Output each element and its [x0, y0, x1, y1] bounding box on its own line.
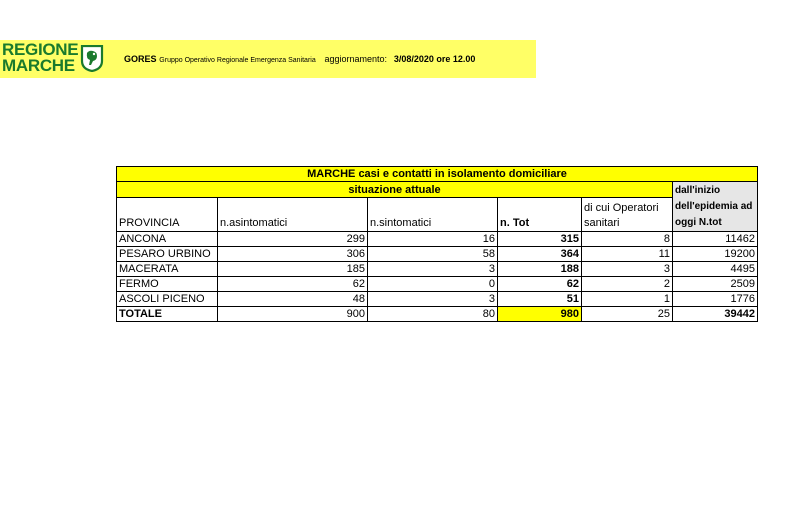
regione-marche-emblem-icon — [80, 45, 104, 72]
health-workers-cell: 3 — [582, 262, 673, 277]
isolation-table — [116, 166, 758, 322]
since-start-header: dall'inizio dell'epidemia ad oggi N.tot — [673, 182, 758, 232]
province-cell: ANCONA — [117, 232, 218, 247]
asymptomatic-cell: 306 — [218, 247, 368, 262]
org-short: GORES — [124, 54, 157, 64]
symptomatic-cell: 0 — [368, 277, 498, 292]
header-info — [124, 51, 475, 69]
totals-row — [117, 307, 758, 322]
table-row — [117, 262, 758, 277]
total-cell: 188 — [498, 262, 582, 277]
province-cell: FERMO — [117, 277, 218, 292]
totals-total: 980 — [498, 307, 582, 322]
total-cell: 364 — [498, 247, 582, 262]
since-start-cell: 19200 — [673, 247, 758, 262]
logo-line-2: MARCHE — [2, 56, 75, 75]
symptomatic-cell: 16 — [368, 232, 498, 247]
since-start-cell: 11462 — [673, 232, 758, 247]
org-full: Gruppo Operativo Regionale Emergenza Sanitaria — [159, 57, 316, 64]
since-start-cell: 1776 — [673, 292, 758, 307]
totals-asymptomatic: 900 — [218, 307, 368, 322]
symptomatic-cell: 58 — [368, 247, 498, 262]
logo-line-1: REGIONE — [2, 40, 79, 59]
col-header-total: n. Tot — [498, 198, 582, 232]
totals-label: TOTALE — [117, 307, 218, 322]
table-subtitle: situazione attuale — [117, 182, 673, 198]
header-banner — [0, 40, 536, 78]
province-cell: ASCOLI PICENO — [117, 292, 218, 307]
health-workers-cell: 11 — [582, 247, 673, 262]
regione-marche-logo — [2, 42, 78, 74]
health-workers-cell: 2 — [582, 277, 673, 292]
totals-symptomatic: 80 — [368, 307, 498, 322]
table-subtitle-row — [117, 182, 758, 198]
col-header-symptomatic: n.sintomatici — [368, 198, 498, 232]
totals-since-start: 39442 — [673, 307, 758, 322]
table-row — [117, 277, 758, 292]
col-header-province: PROVINCIA — [117, 198, 218, 232]
col-header-asymptomatic: n.asintomatici — [218, 198, 368, 232]
total-cell: 62 — [498, 277, 582, 292]
province-cell: MACERATA — [117, 262, 218, 277]
asymptomatic-cell: 185 — [218, 262, 368, 277]
province-cell: PESARO URBINO — [117, 247, 218, 262]
table-title-row — [117, 167, 758, 182]
table-title: MARCHE casi e contatti in isolamento domiciliare — [117, 167, 758, 182]
asymptomatic-cell: 48 — [218, 292, 368, 307]
update-value: 3/08/2020 ore 12.00 — [393, 54, 476, 64]
health-workers-cell: 8 — [582, 232, 673, 247]
column-header-row — [117, 198, 758, 232]
health-workers-cell: 1 — [582, 292, 673, 307]
total-cell: 315 — [498, 232, 582, 247]
symptomatic-cell: 3 — [368, 262, 498, 277]
total-cell: 51 — [498, 292, 582, 307]
table-row — [117, 247, 758, 262]
table-row — [117, 232, 758, 247]
col-header-health-workers: di cui Operatori sanitari — [582, 198, 673, 232]
totals-health-workers: 25 — [582, 307, 673, 322]
update-label: aggiornamento: — [324, 54, 388, 64]
symptomatic-cell: 3 — [368, 292, 498, 307]
asymptomatic-cell: 299 — [218, 232, 368, 247]
asymptomatic-cell: 62 — [218, 277, 368, 292]
since-start-cell: 2509 — [673, 277, 758, 292]
table-row — [117, 292, 758, 307]
since-start-cell: 4495 — [673, 262, 758, 277]
